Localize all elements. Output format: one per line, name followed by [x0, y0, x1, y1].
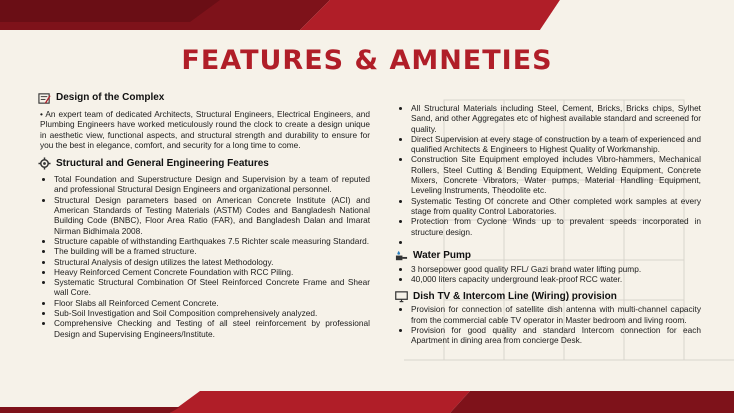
right-column [395, 103, 701, 349]
design-paragraph: • An expert team of dedicated Architects, Structural Engineers, Electrical Engineers, and Plumbing Engineers have worked meticulously round the clock to create a design unique in aesthetic view, functional aspects, and structural strength and durability to ensure for you the best in elegance, comfort, and security for a long time to come. [40, 109, 370, 150]
structural-list [38, 174, 370, 339]
list-item: • Construction Site Equipment employed includes Vibro-hammers, Mechanical Rollers, Steel Cutting & Bending Equipment, Welding Equipment, Concrete Mixers, Concrete Vibrators, Water pumps, Material Handling Equipment, Leveling Instruments, Theodolite etc. [411, 154, 701, 195]
blueprint-icon [38, 92, 51, 105]
water-pump-heading [395, 250, 701, 263]
list-item: • Structural Analysis of design utilizes the latest Methodology. [54, 257, 370, 267]
list-item: • Direct Supervision at every stage of construction by a team of experienced and qualified Architects & Engineers to Highest Quality of Workmanship. [411, 134, 701, 155]
bottom-decor-band [0, 383, 734, 413]
list-item: • Systematic Testing Of concrete and Other completed work samples at every stage from quality Control Laboratories. [411, 196, 701, 217]
design-heading-text: Design of the Complex [56, 92, 165, 104]
water-pump-list [395, 264, 701, 285]
top-decor-band [0, 0, 734, 30]
list-item: • Sub-Soil Investigation and Soil Composition comprehensively analyzed. [54, 308, 370, 318]
list-item: • Total Foundation and Superstructure Design and Supervision by a team of reputed and professional Structural Design Engineers and organizational personnel. [54, 174, 370, 195]
list-item: • Provision for good quality and standard Intercom connection for each Apartment in dining area from concierge Desk. [411, 325, 701, 346]
water-pump-heading-text: Water Pump [413, 250, 471, 262]
list-item: • Comprehensive Checking and Testing of all steel reinforcement by professional Design and Supervising Engineers/Institute. [54, 318, 370, 339]
dish-tv-heading [395, 290, 701, 303]
list-item: • 40,000 liters capacity underground leak-proof RCC water. [411, 274, 701, 284]
gear-icon [38, 157, 51, 170]
list-item: • All Structural Materials including Steel, Cement, Bricks, Bricks chips, Sylhet Sand, and other Aggregates etc of highest available standard and screened for quality. [411, 103, 701, 134]
list-item: • Heavy Reinforced Cement Concrete Foundation with RCC Piling. [54, 267, 370, 277]
list-item: • Systematic Structural Combination Of Steel Reinforced Concrete Frame and Shear wall Core. [54, 277, 370, 298]
list-item: • Floor Slabs all Reinforced Cement Concrete. [54, 298, 370, 308]
list-item: • The building will be a framed structure. [54, 246, 370, 256]
structural-section-heading [38, 157, 370, 170]
page-title: FEATURES & AMNETIES [181, 45, 553, 76]
list-item: • Structural Design parameters based on American Concrete Institute (ACI) and American Standards of Testing Materials (ASTM) Codes and Bangladesh National Building Code (BNBC), Floor Area Ratio (FAR), and Bangladesh Dalan and Imarat Nirman Bidhimala 2008. [54, 195, 370, 236]
empty-list-item [411, 237, 701, 247]
list-item: • Structure capable of withstanding Earthquakes 7.5 Richter scale measuring Standard. [54, 236, 370, 246]
tv-icon [395, 290, 408, 303]
dish-tv-heading-text: Dish TV & Intercom Line (Wiring) provision [413, 290, 617, 302]
list-item: • Provision for connection of satellite dish antenna with multi-channel capacity from the commercial cable TV operator in Master bedroom and living room. [411, 304, 701, 325]
design-section-heading [38, 92, 370, 105]
left-column [38, 92, 370, 339]
list-item: • Protection from Cyclone Winds up to prevalent speeds incorporated in structure design. [411, 216, 701, 237]
list-item: • 3 horsepower good quality RFL/ Gazi brand water lifting pump. [411, 264, 701, 274]
dish-tv-list [395, 304, 701, 345]
materials-list [395, 103, 701, 247]
water-pump-icon [395, 250, 408, 263]
structural-heading-text: Structural and General Engineering Features [56, 157, 269, 169]
